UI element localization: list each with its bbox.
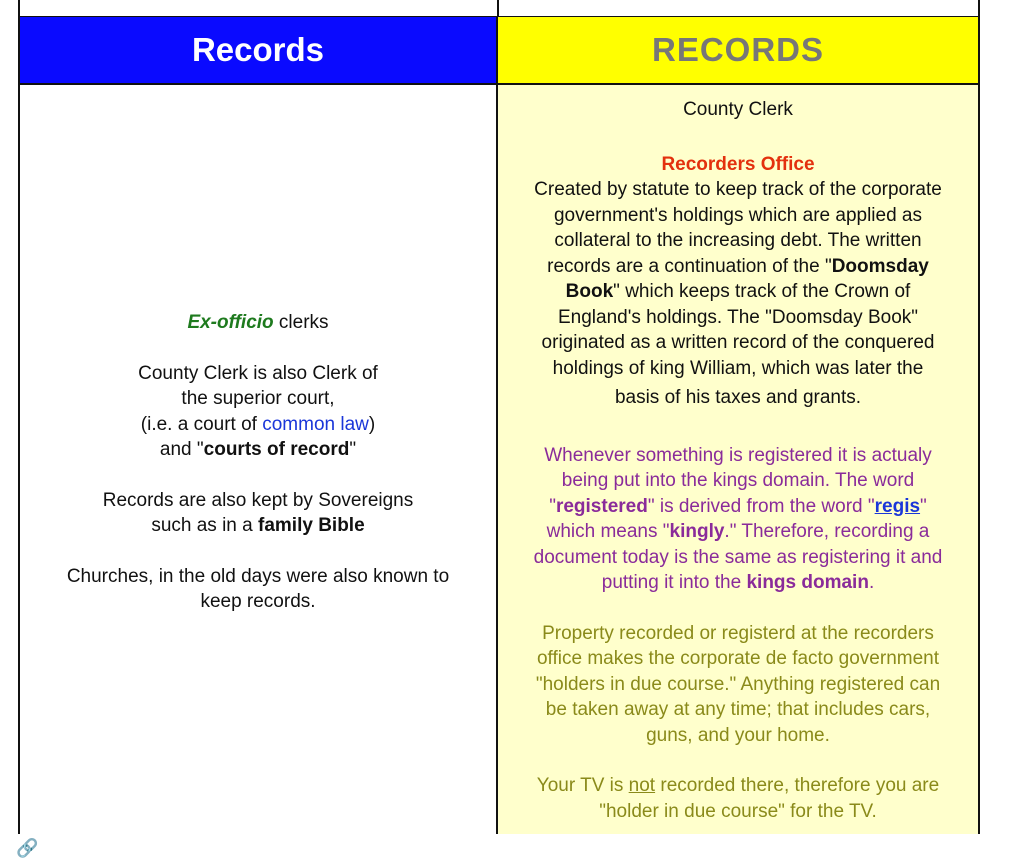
text-line: England's holdings. The "Doomsday Book" — [557, 306, 919, 328]
text-line: government's holdings which are applied as — [553, 204, 922, 226]
tv-paragraph — [504, 773, 972, 824]
text-line: keep records. — [200, 591, 316, 612]
family-bible: family Bible — [258, 515, 365, 536]
text-line: and "courts of record" — [159, 439, 357, 460]
left-text-block — [20, 310, 496, 640]
link-icon: 🔗 — [16, 838, 39, 858]
left-column — [20, 85, 498, 834]
text-line: Created by statute to keep track of the corporate — [534, 179, 942, 200]
county-clerk-heading: County Clerk — [683, 99, 793, 120]
text-line: Property recorded or registerd at the recorders — [542, 622, 934, 644]
text-line: "holder in due course" for the TV. — [599, 800, 877, 822]
regis-link[interactable]: regis — [874, 495, 921, 517]
text-line: document today is the same as registering it and — [533, 546, 943, 568]
top-strip — [20, 0, 978, 18]
text-line: putting it into the kings domain. — [601, 572, 875, 593]
sovereigns-paragraph — [20, 488, 496, 539]
common-law-link[interactable]: common law — [262, 413, 369, 435]
text-line: Churches, in the old days were also known to — [66, 565, 450, 587]
text-line: records are a continuation of the "Doomsday — [547, 255, 929, 277]
text-line: holdings of king William, which was later the — [552, 357, 924, 379]
text-line: the superior court, — [181, 388, 335, 409]
churches-paragraph — [20, 564, 496, 615]
left-header — [20, 17, 498, 85]
right-text-block — [504, 97, 972, 834]
text-line: collateral to the increasing debt. The written — [554, 230, 922, 251]
recorders-office-heading: Recorders Office — [661, 153, 815, 175]
text-line: guns, and your home. — [646, 724, 830, 746]
text-line: which means "kingly." Therefore, recording a — [546, 521, 930, 542]
text-line: basis of his taxes and grants. — [614, 387, 862, 408]
recorders-office-paragraph — [504, 152, 972, 411]
superior-court-paragraph — [20, 361, 496, 463]
text-line: being put into the kings domain. The word — [561, 470, 915, 491]
text-line: (i.e. a court of common law) — [140, 413, 376, 435]
property-paragraph — [504, 621, 972, 749]
text-line: be taken away at any time; that includes cars, — [545, 699, 931, 720]
courts-of-record: courts of record — [203, 439, 350, 460]
text-line: County Clerk is also Clerk of — [138, 362, 378, 384]
text-line: Whenever something is registered it is actualy — [544, 444, 932, 466]
exofficio-rest: clerks — [273, 312, 329, 333]
column-divider — [497, 0, 499, 16]
left-header-title: Records — [191, 31, 325, 68]
exofficio-emphasis: Ex-officio — [187, 312, 274, 333]
right-header — [498, 17, 978, 85]
exofficio-paragraph — [20, 310, 496, 336]
text-line: "holders in due course." Anything registered can — [535, 673, 941, 695]
text-line: such as in a family Bible — [151, 515, 365, 536]
text-line: Records are also kept by Sovereigns — [102, 489, 414, 511]
text-line: office makes the corporate de facto government — [536, 648, 940, 669]
right-header-title: RECORDS — [651, 31, 825, 68]
registered-paragraph — [504, 443, 972, 596]
right-column — [498, 85, 978, 834]
text-line: Book" which keeps track of the Crown of — [565, 281, 911, 302]
text-line: "registered" is derived from the word "regis" — [549, 495, 927, 517]
text-line: originated as a written record of the conquered — [541, 332, 935, 353]
records-table — [18, 0, 980, 834]
text-line: Your TV is not recorded there, therefore you are — [536, 775, 940, 796]
